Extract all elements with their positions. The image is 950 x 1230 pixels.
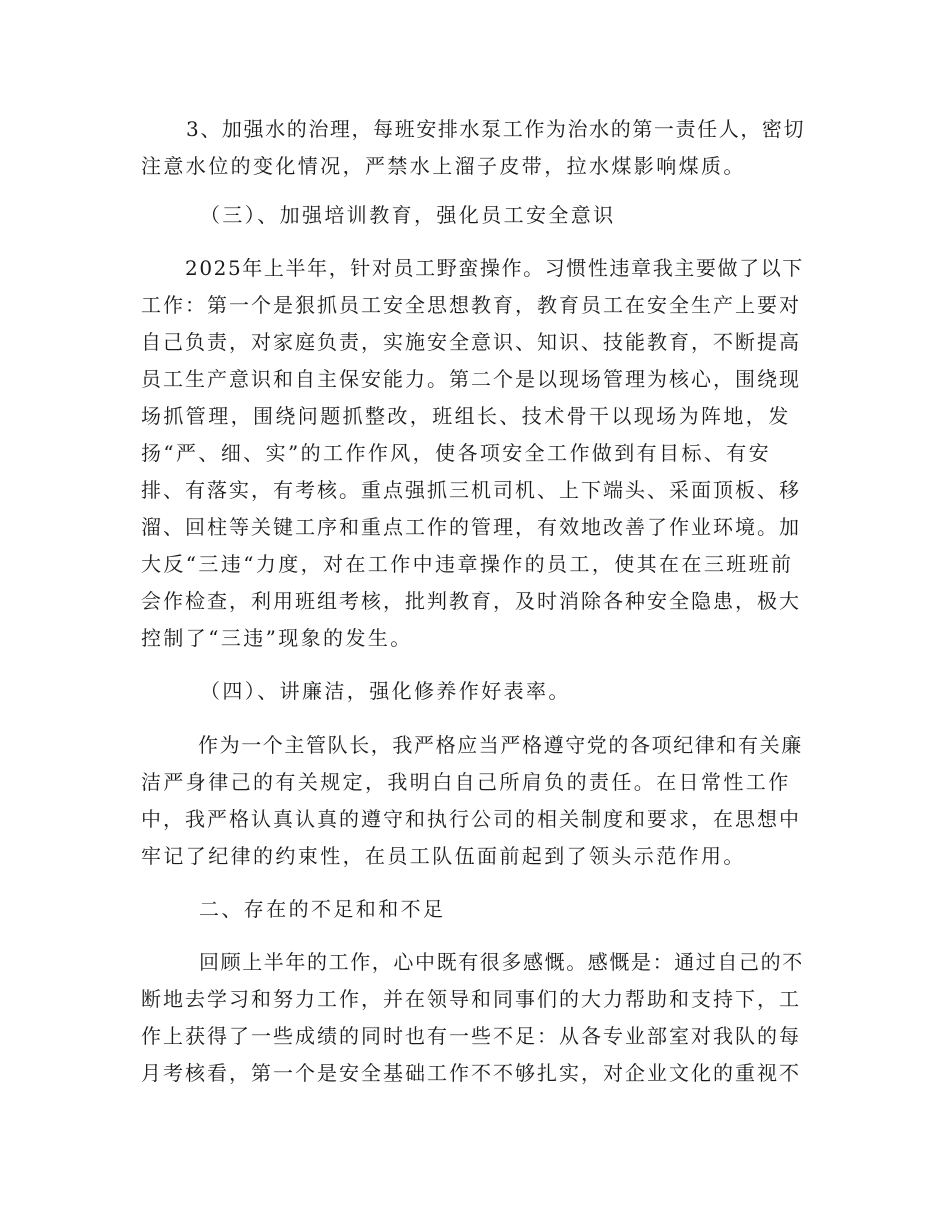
text-line: 扬“严、细、实”的工作作风，使各项安全工作做到有目标、有安 bbox=[141, 441, 772, 465]
text-line: 大反“三违“力度，对在工作中违章操作的员工，使其在在三班班前 bbox=[141, 552, 794, 576]
text-line: 洁严身律己的有关规定，我明白自己所肩负的责任。在日常性工作 bbox=[141, 770, 791, 794]
text-line: 断地去学习和努力工作，并在领导和同事们的大力帮助和支持下，工 bbox=[141, 987, 801, 1011]
text-line: 回顾上半年的工作，心中既有很多感慨。感慨是：通过自己的不 bbox=[199, 950, 804, 974]
text-line: 控制了“三违”现象的发生。 bbox=[141, 626, 413, 650]
text-line: 溜、回柱等关键工序和重点工作的管理，有效地改善了作业环境。加 bbox=[141, 515, 801, 539]
section-heading: 二、存在的不足和和不足 bbox=[199, 897, 446, 921]
text-line: 作为一个主管队长，我严格应当严格遵守党的各项纪律和有关廉 bbox=[198, 733, 803, 757]
text-line: 员工生产意识和自主保安能力。第二个是以现场管理为核心，围绕现 bbox=[141, 367, 801, 391]
section-heading: （三）、加强培训教育，强化员工安全意识 bbox=[200, 203, 616, 227]
section-heading: （四）、讲廉洁，强化修养作好表率。 bbox=[200, 679, 571, 703]
text-line: 2025年上半年，针对员工野蛮操作。习惯性违章我主要做了以下 bbox=[185, 256, 804, 280]
text-line: 作上获得了一些成绩的同时也有一些不足：从各专业部室对我队的每 bbox=[141, 1024, 801, 1048]
text-line: 中，我严格认真认真的遵守和执行公司的相关制度和要求，在思想中 bbox=[141, 807, 801, 831]
text-line: 牢记了纪律的约束性，在员工队伍面前起到了领头示范作用。 bbox=[141, 844, 746, 868]
text-line: 自己负责，对家庭负责，实施安全意识、知识、技能教育，不断提高 bbox=[141, 330, 801, 354]
text-line: 工作：第一个是狠抓员工安全思想教育，教育员工在安全生产上要对 bbox=[141, 293, 801, 317]
text-line: 3、加强水的治理，每班安排水泵工作为治水的第一责任人，密切 bbox=[186, 117, 806, 141]
text-line: 会作检查，利用班组考核，批判教育，及时消除各种安全隐患，极大 bbox=[141, 589, 801, 613]
text-line: 注意水位的变化情况，严禁水上溜子皮带，拉水煤影响煤质。 bbox=[141, 154, 746, 178]
text-line: 月考核看，第一个是安全基础工作不不够扎实，对企业文化的重视不 bbox=[141, 1061, 801, 1085]
text-line: 排、有落实，有考核。重点强抓三机司机、上下端头、采面顶板、移 bbox=[141, 478, 801, 502]
text-line: 场抓管理，围绕问题抓整改，班组长、技术骨干以现场为阵地，发 bbox=[141, 404, 791, 428]
